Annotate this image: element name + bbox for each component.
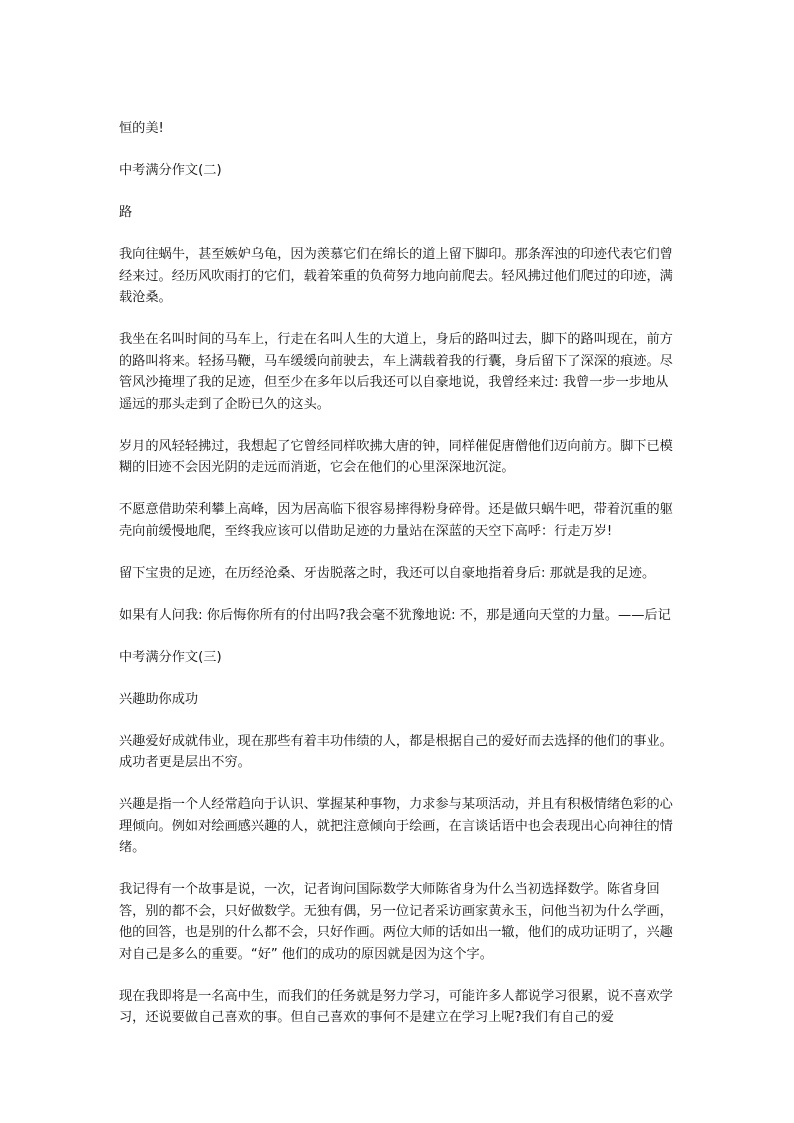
essay-title-interest: 兴趣助你成功 [119, 691, 199, 707]
paragraph: 留下宝贵的足迹，在历经沧桑、牙齿脱落之时，我还可以自豪地指着身后: 那就是我的足迹。 [119, 565, 656, 581]
paragraph-continuation: 恒的美! [119, 121, 164, 136]
paragraph: 现在我即将是一名高中生，而我们的任务就是努力学习，可能许多人都说学习很累，说不喜欢学习，还说要做自己喜欢的事。但自己喜欢的事何不是建立在学习上呢?我们有自己的爱 [119, 988, 673, 1025]
paragraph: 我向往蜗牛，甚至嫉妒乌龟，因为羡慕它们在绵长的道上留下脚印。那条浑浊的印迹代表它们曾经来过。经历风吹雨打的它们，载着笨重的负荷努力地向前爬去。轻风拂过他们爬过的印迹，满载沧桑。 [119, 247, 673, 305]
essay-title-road: 路 [119, 205, 133, 220]
paragraph: 我坐在名叫时间的马车上，行走在名叫人生的大道上，身后的路叫过去，脚下的路叫现在，前方的路叫将来。轻扬马鞭，马车缓缓向前驶去，车上满载着我的行囊，身后留下了深深的痕迹。尽管风沙掩埋了我的足迹，但至少在多年以后我还可以自豪地说，我曾经来过: 我曾一步一步地从遥远的那头走到了企盼已久的这头。 [119, 332, 673, 412]
paragraph: 我记得有一个故事是说，一次，记者询问国际数学大师陈省身为什么当初选择数学。陈省身回答，别的都不会，只好做数学。无独有偶，另一位记者采访画家黄永玉，问他当初为什么学画，他的回答，也是别的什么都不会，只好作画。两位大师的话如出一辙，他们的成功证明了，兴趣对自己是多么的重要。“好” 他们的成功的原因就是因为这个字。 [119, 882, 673, 962]
paragraph: 如果有人问我: 你后悔你所有的付出吗?我会毫不犹豫地说: 不，那是通向天堂的力量。——后记 [119, 607, 671, 623]
paragraph: 不愿意借助荣利攀上高峰，因为居高临下很容易摔得粉身碎骨。还是做只蜗牛吧，带着沉重的躯壳向前缓慢地爬，至终我应该可以借助足迹的力量站在深蓝的天空下高呼：行走万岁! [119, 502, 673, 539]
paragraph: 岁月的风轻轻拂过，我想起了它曾经同样吹拂大唐的钟，同样催促唐僧他们迈向前方。脚下已模糊的旧迹不会因光阴的走远而消逝，它会在他们的心里深深地沉淀。 [119, 438, 673, 475]
paragraph: 兴趣爱好成就伟业，现在那些有着丰功伟绩的人，都是根据自己的爱好而去选择的他们的事业。成功者更是层出不穷。 [119, 733, 673, 770]
section-heading-essay-2: 中考满分作文(二) [119, 163, 222, 178]
paragraph: 兴趣是指一个人经常趋向于认识、掌握某种事物，力求参与某项活动，并且有积极情绪色彩的心理倾向。例如对绘画感兴趣的人，就把注意倾向于绘画，在言谈话语中也会表现出心向神往的情绪。 [119, 797, 673, 855]
document-page [119, 118, 679, 1049]
section-heading-essay-3: 中考满分作文(三) [119, 649, 222, 665]
